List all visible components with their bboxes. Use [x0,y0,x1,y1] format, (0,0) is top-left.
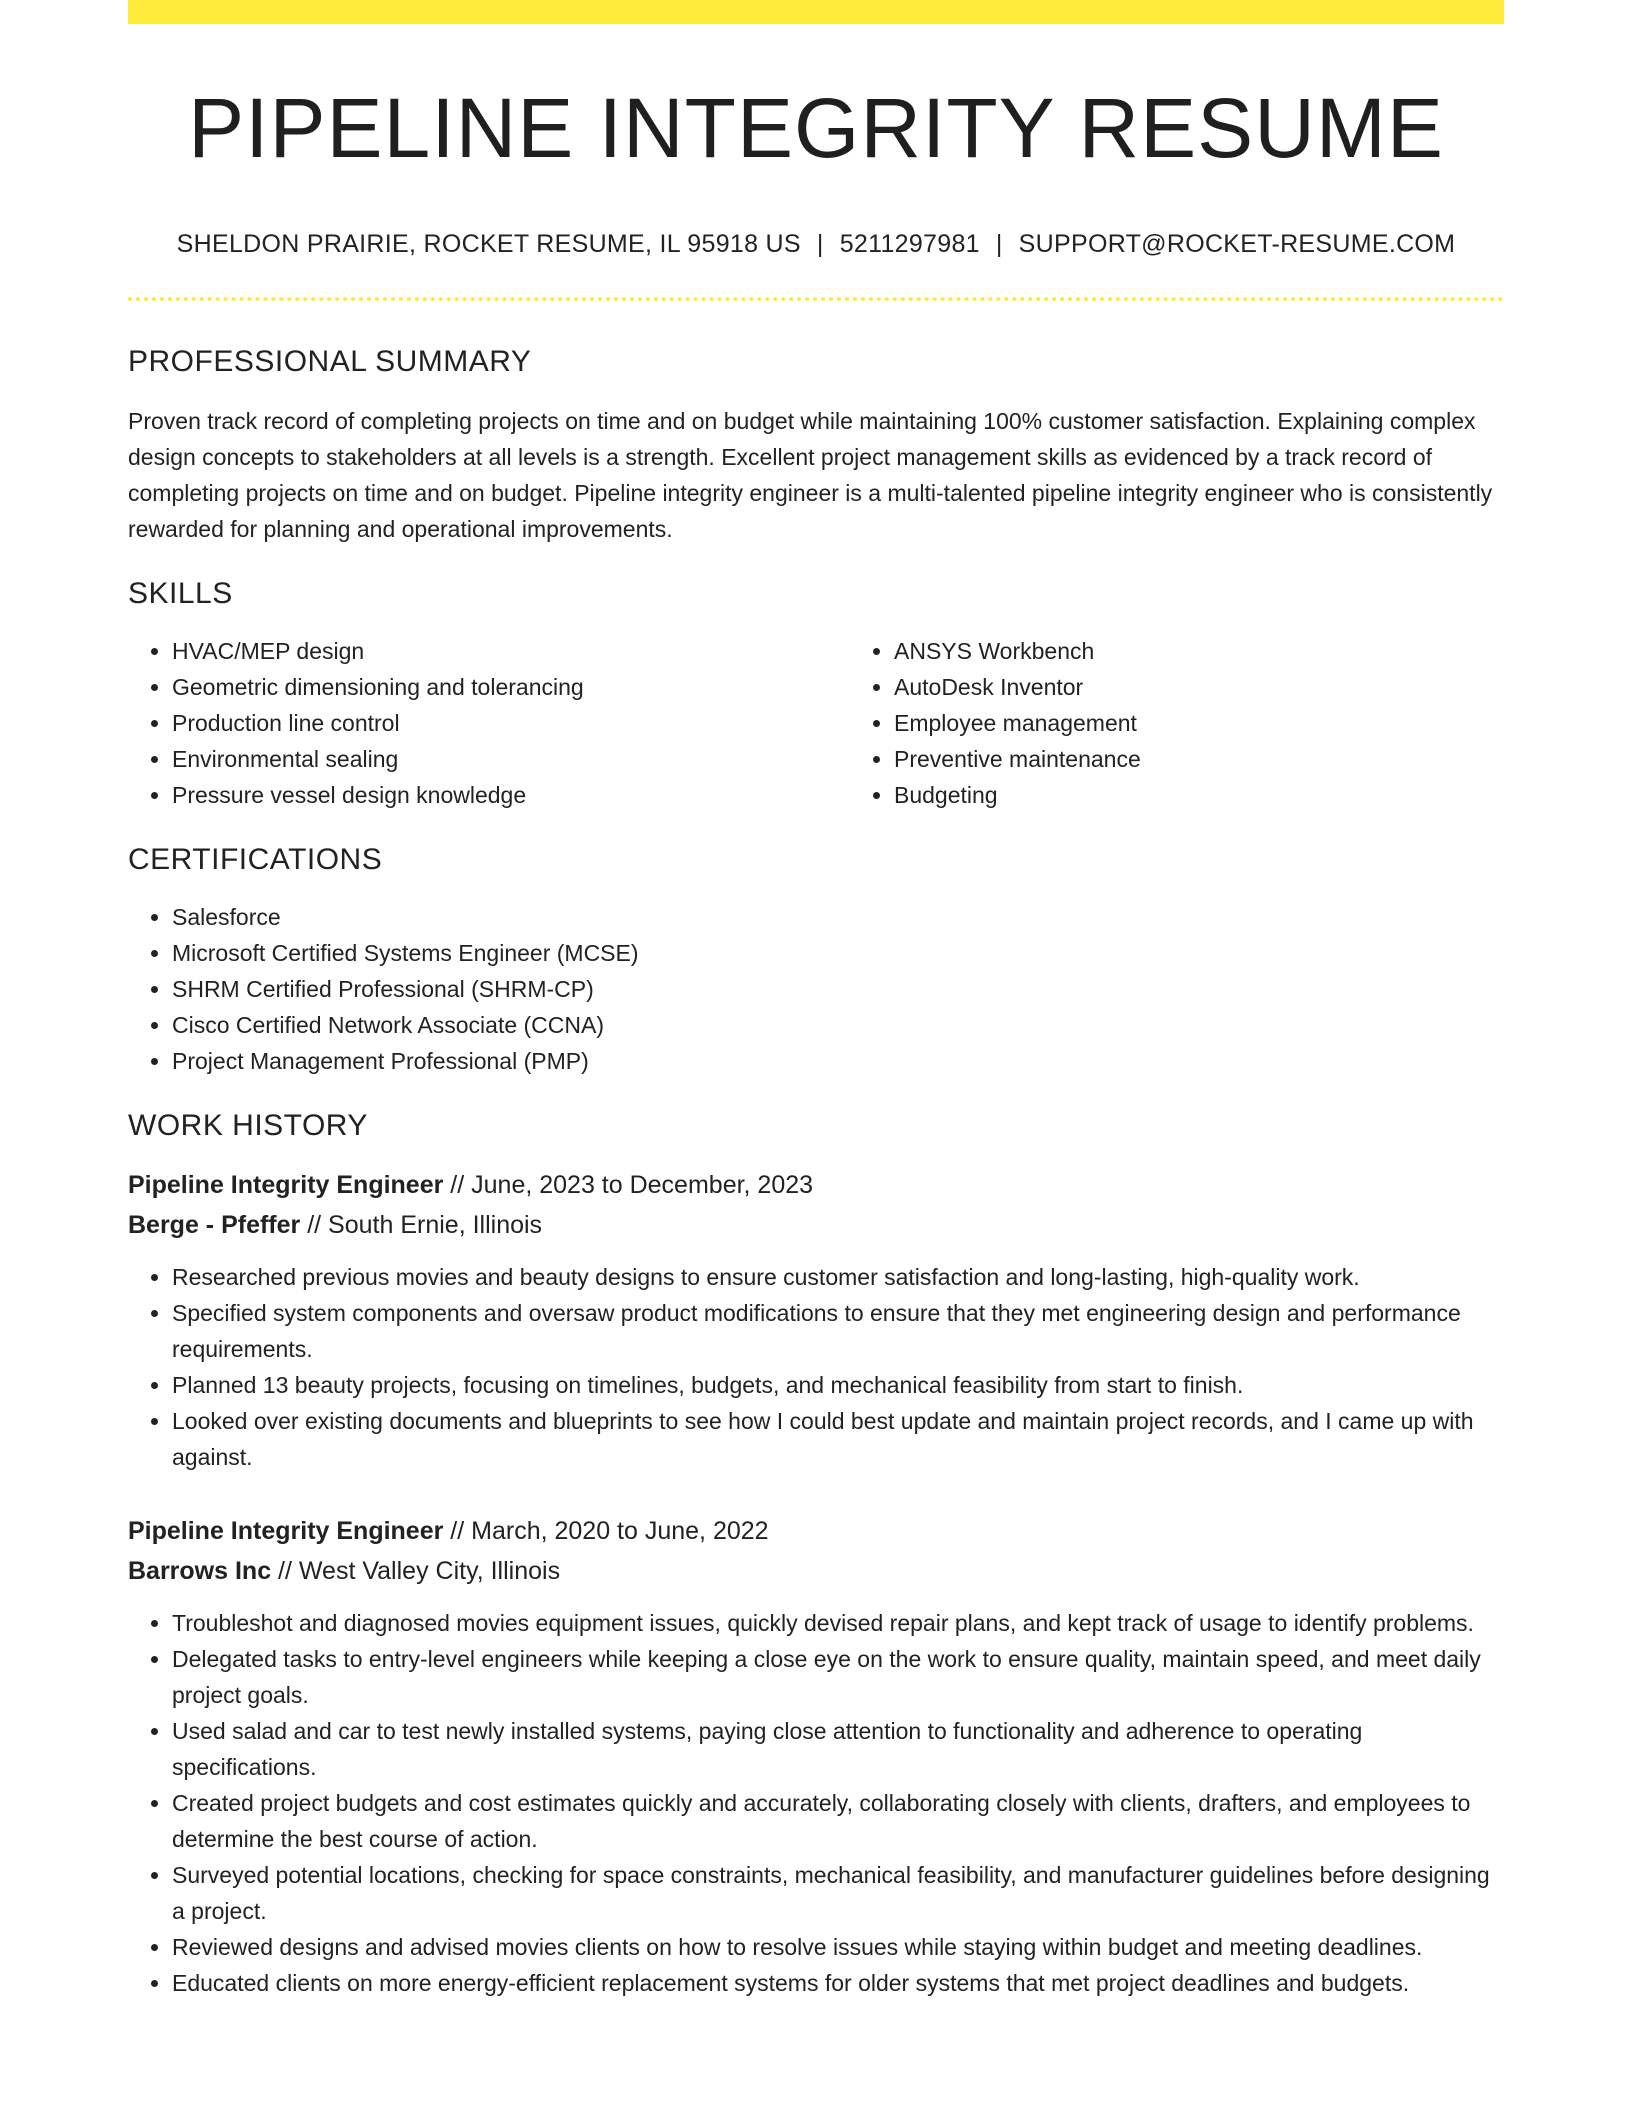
skill-item: • Production line control [172,705,850,741]
job-entry [128,1165,1504,1475]
contact-separator: | [816,230,824,259]
job-bullet: • Specified system components and oversaw product modifications to ensure that they met engineering design and performance requirements. [172,1295,1504,1367]
job-entry [128,1511,1504,2001]
work-history-heading: WORK HISTORY [128,1109,368,1143]
job-bullet: • Delegated tasks to entry-level engineers while keeping a close eye on the work to ensure quality, maintain speed, and meet daily project goals. [172,1641,1504,1713]
job-location: // South Ernie, Illinois [300,1211,543,1240]
job-role: Pipeline Integrity Engineer [128,1171,444,1200]
job-bullet: • Reviewed designs and advised movies clients on how to resolve issues while staying within budget and meeting deadlines. [172,1929,1504,1965]
job-bullets [128,1259,1504,1475]
skill-item: • Pressure vessel design knowledge [172,777,850,813]
job-bullet: • Troubleshot and diagnosed movies equipment issues, quickly devised repair plans, and kept track of usage to identify problems. [172,1605,1504,1641]
job-company: Barrows Inc [128,1557,272,1586]
resume-title: PIPELINE INTEGRITY RESUME [188,81,1444,175]
job-title-line [128,1511,1504,1551]
skill-item: • Employee management [894,705,1572,741]
skill-item: • Budgeting [894,777,1572,813]
summary-text: Proven track record of completing projects on time and on budget while maintaining 100% customer satisfaction. Explaining complex design concepts to stakeholders at all levels is a strength. Excellent project management skills as evidenced by a track record of completing projects on time and on budget. Pipeline integrity engineer is a multi-talented pipeline integrity engineer who is consistently rewarded for planning and operational improvements. [128,408,1493,543]
certification-item: • Salesforce [172,899,1504,935]
job-dates: // March, 2020 to June, 2022 [443,1517,769,1546]
certification-item: • Project Management Professional (PMP) [172,1043,1504,1079]
job-bullet: • Researched previous movies and beauty designs to ensure customer satisfaction and long-lasting, high-quality work. [172,1259,1504,1295]
certification-item: • Microsoft Certified Systems Engineer (MCSE) [172,935,1504,971]
skill-item: • Preventive maintenance [894,741,1572,777]
contact-email: SUPPORT@ROCKET-RESUME.COM [1018,230,1456,259]
job-company-line [128,1551,1504,1591]
skills-heading: SKILLS [128,577,233,611]
skill-item: • Environmental sealing [172,741,850,777]
job-company-line [128,1205,1504,1245]
job-dates: // June, 2023 to December, 2023 [443,1171,814,1200]
job-bullet: • Surveyed potential locations, checking for space constraints, mechanical feasibility, and manufacturer guidelines before designing a project. [172,1857,1504,1929]
job-bullet: • Planned 13 beauty projects, focusing on timelines, budgets, and mechanical feasibility from start to finish. [172,1367,1504,1403]
summary-heading: PROFESSIONAL SUMMARY [128,345,532,379]
job-bullet: • Educated clients on more energy-efficient replacement systems for older systems that met project deadlines and budgets. [172,1965,1504,2001]
dotted-divider [128,297,1504,301]
skills-column-right [850,633,1572,813]
skill-item: • HVAC/MEP design [172,633,850,669]
skills-column-left [128,633,850,813]
job-bullet: • Created project budgets and cost estimates quickly and accurately, collaborating closely with clients, drafters, and employees to determine the best course of action. [172,1785,1504,1857]
job-location: // West Valley City, Illinois [271,1557,561,1586]
skill-item: • AutoDesk Inventor [894,669,1572,705]
job-bullet: • Used salad and car to test newly installed systems, paying close attention to functionality and adherence to operating specifications. [172,1713,1504,1785]
contact-address: SHELDON PRAIRIE, ROCKET RESUME, IL 95918 US [176,230,801,259]
accent-top-bar [128,0,1504,24]
job-company: Berge - Pfeffer [128,1211,301,1240]
skill-item: • ANSYS Workbench [894,633,1572,669]
skill-item: • Geometric dimensioning and tolerancing [172,669,850,705]
certification-item: • Cisco Certified Network Associate (CCNA) [172,1007,1504,1043]
job-title-line [128,1165,1504,1205]
contact-phone: 5211297981 [839,230,980,259]
job-role: Pipeline Integrity Engineer [128,1517,444,1546]
job-bullet: • Looked over existing documents and blueprints to see how I could best update and maintain project records, and I came up with against. [172,1403,1504,1475]
certifications-list [128,899,1504,1079]
certifications-heading: CERTIFICATIONS [128,843,383,877]
skills-list [128,611,1504,813]
contact-separator: | [995,230,1003,259]
resume-page [128,0,1504,2001]
job-bullets [128,1605,1504,2001]
certification-item: • SHRM Certified Professional (SHRM-CP) [172,971,1504,1007]
contact-line [128,230,1504,259]
